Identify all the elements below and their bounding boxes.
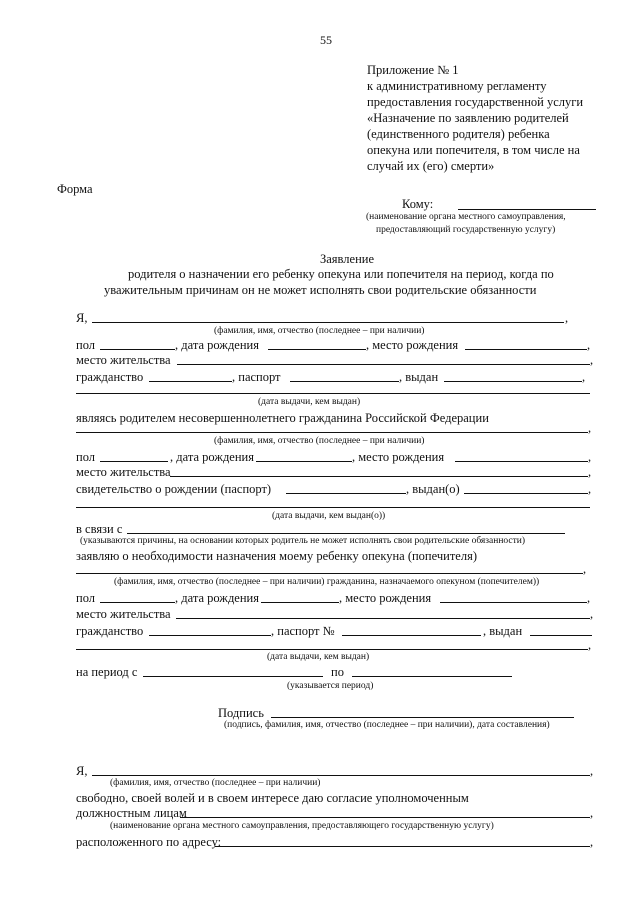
parent-issue-hint: (дата выдачи, кем выдан) xyxy=(258,397,361,407)
guardian-birthdate-field[interactable] xyxy=(261,602,339,603)
reason-field[interactable] xyxy=(127,533,565,534)
signature-field[interactable] xyxy=(271,717,574,718)
minor-certificate-field[interactable] xyxy=(286,493,406,494)
parent-citizenship-field[interactable] xyxy=(149,381,232,382)
minor-birthplace-field[interactable] xyxy=(455,461,588,462)
appendix-line-2: к административному регламенту xyxy=(367,79,547,93)
appendix-line-6: опекуна или попечителя, в том числе на xyxy=(367,143,580,157)
guardian-issue-hint: (дата выдачи, кем выдан) xyxy=(267,652,370,662)
minor-birthdate-label: , дата рождения xyxy=(170,450,254,464)
comma: , xyxy=(582,370,586,384)
guardian-gender-label: пол xyxy=(76,591,96,605)
declaration-text: заявляю о необходимости назначения моему ребенку опекуна (попечителя) xyxy=(76,549,477,563)
guardian-gender-field[interactable] xyxy=(100,602,175,603)
parent-birthplace-field[interactable] xyxy=(465,349,587,350)
guardian-passport-field[interactable] xyxy=(342,635,481,636)
minor-birthplace-label: , место рождения xyxy=(352,450,445,464)
period-from-field[interactable] xyxy=(143,676,323,677)
guardian-fio-hint: (фамилия, имя, отчество (последнее – при наличии) гражданина, назначаемого опекуном (попечителем)) xyxy=(114,577,540,587)
minor-birthdate-field[interactable] xyxy=(256,461,352,462)
parent-birthdate-field[interactable] xyxy=(268,349,366,350)
to-hint-2: предоставляющий государственную услугу) xyxy=(376,225,556,235)
comma: , xyxy=(590,835,594,849)
guardian-birthplace-label: , место рождения xyxy=(339,591,432,605)
parent-residence-field[interactable] xyxy=(177,364,590,365)
consent-fio-hint: (фамилия, имя, отчество (последнее – при наличии) xyxy=(110,778,321,788)
guardian-fio-field[interactable] xyxy=(76,573,583,574)
parent-passport-label: , паспорт xyxy=(232,370,281,384)
reason-label: в связи с xyxy=(76,522,123,536)
period-to-label: по xyxy=(331,665,344,679)
guardian-citizenship-field[interactable] xyxy=(149,635,271,636)
minor-gender-field[interactable] xyxy=(100,461,168,462)
minor-gender-label: пол xyxy=(76,450,96,464)
parent-ya-label: Я, xyxy=(76,311,88,325)
subtitle-line-1: родителя о назначении его ребенку опекуна или попечителя на период, когда по xyxy=(128,267,554,281)
minor-residence-field[interactable] xyxy=(170,476,588,477)
page-number: 55 xyxy=(320,33,332,47)
period-from-label: на период с xyxy=(76,665,138,679)
signature-label: Подпись xyxy=(218,706,264,720)
comma: , xyxy=(583,562,587,576)
comma: , xyxy=(587,591,591,605)
parent-fio-field[interactable] xyxy=(92,322,564,323)
minor-residence-label: место жительства xyxy=(76,465,171,479)
to-label: Кому: xyxy=(402,197,434,211)
period-hint: (указывается период) xyxy=(287,681,374,691)
minor-fio-field[interactable] xyxy=(76,432,588,433)
comma: , xyxy=(590,764,594,778)
guardian-issued-field[interactable] xyxy=(530,635,592,636)
parent-issued-label: , выдан xyxy=(399,370,439,384)
guardian-passport-label: , паспорт № xyxy=(271,624,335,638)
minor-intro: являясь родителем несовершеннолетнего гражданина Российской Федерации xyxy=(76,411,489,425)
appendix-line-4: «Назначение по заявлению родителей xyxy=(367,111,569,125)
minor-issued-field[interactable] xyxy=(464,493,588,494)
appendix-line-3: предоставления государственной услуги xyxy=(367,95,584,109)
consent-org-field[interactable] xyxy=(180,817,590,818)
form-label: Форма xyxy=(57,182,93,196)
comma: , xyxy=(590,607,594,621)
appendix-line-1: Приложение № 1 xyxy=(367,63,459,77)
guardian-issue-detail-field[interactable] xyxy=(76,649,588,650)
guardian-residence-field[interactable] xyxy=(176,618,590,619)
guardian-residence-label: место жительства xyxy=(76,607,171,621)
parent-birthdate-label: , дата рождения xyxy=(175,338,259,352)
parent-gender-field[interactable] xyxy=(100,349,175,350)
parent-issue-detail-field[interactable] xyxy=(76,393,590,394)
comma: , xyxy=(588,638,592,652)
parent-citizenship-label: гражданство xyxy=(76,370,144,384)
consent-text-line-2: должностным лицам xyxy=(76,806,187,820)
guardian-birthplace-field[interactable] xyxy=(440,602,587,603)
minor-issue-hint: (дата выдачи, кем выдан(о)) xyxy=(272,511,386,521)
minor-issue-detail-field[interactable] xyxy=(76,507,590,508)
consent-fio-field[interactable] xyxy=(92,775,590,776)
comma: , xyxy=(588,465,592,479)
consent-ya-label: Я, xyxy=(76,764,88,778)
comma: , xyxy=(588,421,592,435)
consent-org-hint: (наименование органа местного самоуправления, предоставляющего государственную услугу) xyxy=(110,821,494,831)
guardian-citizenship-label: гражданство xyxy=(76,624,144,638)
comma: , xyxy=(587,338,591,352)
parent-gender-label: пол xyxy=(76,338,96,352)
parent-passport-field[interactable] xyxy=(290,381,399,382)
period-to-field[interactable] xyxy=(352,676,512,677)
minor-issued-label: , выдан(о) xyxy=(406,482,460,496)
comma: , xyxy=(588,450,592,464)
comma: , xyxy=(588,482,592,496)
to-hint-1: (наименование органа местного самоуправления, xyxy=(366,212,566,222)
parent-fio-hint: (фамилия, имя, отчество (последнее – при наличии) xyxy=(214,326,425,336)
parent-residence-label: место жительства xyxy=(76,353,171,367)
subtitle-line-2: уважительным причинам он не может исполнять свои родительские обязанности xyxy=(104,283,537,297)
document-title: Заявление xyxy=(320,252,375,266)
parent-birthplace-label: , место рождения xyxy=(366,338,459,352)
comma: , xyxy=(590,806,594,820)
parent-issued-field[interactable] xyxy=(444,381,582,382)
comma: , xyxy=(565,311,569,325)
minor-certificate-label: свидетельство о рождении (паспорт) xyxy=(76,482,272,496)
consent-text-line-1: свободно, своей волей и в своем интересе даю согласие уполномоченным xyxy=(76,791,469,805)
to-field[interactable] xyxy=(458,209,596,210)
minor-fio-hint: (фамилия, имя, отчество (последнее – при наличии) xyxy=(214,436,425,446)
comma: , xyxy=(590,353,594,367)
guardian-issued-label: , выдан xyxy=(483,624,523,638)
signature-hint: (подпись, фамилия, имя, отчество (последнее – при наличии), дата составления) xyxy=(224,720,550,730)
guardian-birthdate-label: , дата рождения xyxy=(175,591,259,605)
consent-address-field[interactable] xyxy=(215,846,590,847)
consent-address-label: расположенного по адресу: xyxy=(76,835,222,849)
appendix-line-5: (единственного родителя) ребенка xyxy=(367,127,550,141)
reason-hint: (указываются причины, на основании которых родитель не может исполнять свои родительские обязанности) xyxy=(80,536,526,546)
appendix-line-7: случай их (его) смерти» xyxy=(367,159,495,173)
